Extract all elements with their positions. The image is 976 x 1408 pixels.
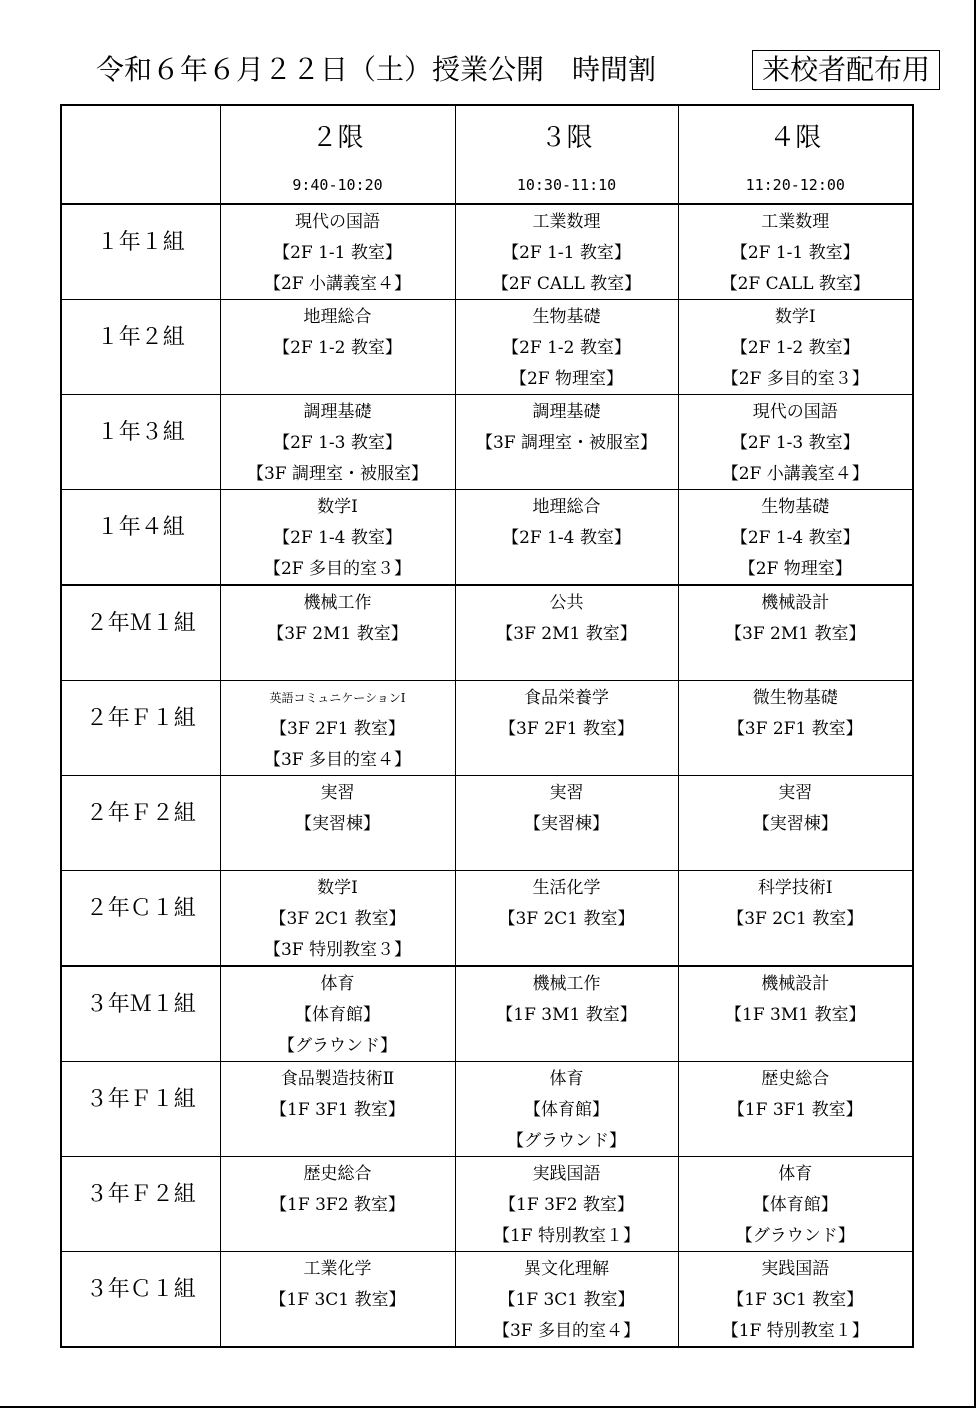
schedule-cell [678,300,913,395]
schedule-cell [455,1252,678,1348]
room-location: 【実習棟】 [524,814,609,834]
subject-name: 食品製造技術Ⅱ [280,1069,395,1089]
class-name-cell [61,1157,220,1252]
room-location: 【2F 1-4 教室】 [273,528,402,548]
distribution-label: 来校者配布用 [752,50,940,90]
class-name-cell [61,395,220,490]
schedule-cell [220,585,455,681]
room-location: 【体育館】 [524,1100,609,1120]
class-name: ３年Ｆ１組 [85,1087,196,1112]
room-location: 【3F 2F1 教室】 [270,719,405,739]
room-location: 【1F 3C1 教室】 [269,1290,406,1310]
room-location: 【体育館】 [295,1005,380,1025]
class-name: ２年Ｍ１組 [85,611,196,636]
class-name: １年２組 [96,325,185,350]
subject-name: 機械工作 [303,593,372,613]
room-location: 【2F 物理室】 [738,559,852,579]
room-location: 【1F 3F1 教室】 [727,1100,863,1120]
room-location: 【1F 3M1 教室】 [496,1005,637,1025]
subject-name: 実習 [778,783,813,803]
class-row [61,966,913,1062]
class-name: ３年Ｃ１組 [85,1277,196,1302]
class-name-cell [61,204,220,300]
class-row [61,1157,913,1252]
schedule-cell [455,204,678,300]
room-location: 【1F 3F2 教室】 [499,1195,634,1215]
schedule-cell [220,490,455,586]
subject-name: 工業数理 [761,212,830,232]
room-location: 【2F 1-2 教室】 [730,338,860,358]
class-name-cell [61,490,220,586]
header-row [61,105,913,204]
schedule-cell [678,204,913,300]
schedule-cell [455,585,678,681]
schedule-cell [678,776,913,871]
class-row [61,1252,913,1348]
room-location: 【3F 多目的室４】 [263,750,411,770]
schedule-cell [678,966,913,1062]
class-row [61,1062,913,1157]
room-location: 【2F 1-3 教室】 [730,433,860,453]
room-location: 【3F 調理室・被服室】 [475,433,657,453]
schedule-cell [455,395,678,490]
schedule-cell [678,585,913,681]
room-location: 【2F 小講義室４】 [263,274,411,294]
class-row [61,395,913,490]
room-location: 【1F 3M1 教室】 [725,1005,866,1025]
subject-name: 数学Ⅰ [774,307,816,327]
room-location: 【3F 2C1 教室】 [269,909,406,929]
class-row [61,204,913,300]
class-name-cell [61,1062,220,1157]
class-name-cell [61,776,220,871]
subject-name: 体育 [549,1069,584,1089]
room-location: 【グラウンド】 [278,1036,397,1056]
subject-name: 体育 [320,974,355,994]
room-location: 【3F 2M1 教室】 [496,624,637,644]
schedule-cell [220,1157,455,1252]
room-location: 【1F 3F1 教室】 [270,1100,405,1120]
schedule-cell [678,871,913,967]
subject-name: 科学技術Ⅰ [757,878,833,898]
subject-name: 生活化学 [532,878,601,898]
room-location: 【3F 2C1 教室】 [727,909,864,929]
room-location: 【グラウンド】 [507,1131,626,1151]
room-location: 【2F 1-4 教室】 [730,528,860,548]
subject-name: 機械設計 [761,593,830,613]
room-location: 【グラウンド】 [735,1226,855,1246]
schedule-cell [455,776,678,871]
room-location: 【体育館】 [752,1195,838,1215]
class-row [61,300,913,395]
room-location: 【1F 3C1 教室】 [498,1290,635,1310]
subject-name: 工業化学 [303,1259,372,1279]
schedule-cell [455,490,678,586]
room-location: 【2F 1-3 教室】 [273,433,402,453]
room-location: 【2F CALL 教室】 [720,274,870,294]
schedule-cell [678,681,913,776]
room-location: 【2F 多目的室３】 [263,559,411,579]
corner-cell [61,105,220,204]
room-location: 【3F 2F1 教室】 [499,719,634,739]
class-name-cell [61,1252,220,1348]
period-name: ３限 [540,123,593,153]
class-name: １年３組 [96,420,185,445]
period-time: 9:40-10:20 [292,176,383,194]
schedule-cell [220,871,455,967]
room-location: 【3F 2M1 教室】 [267,624,408,644]
period-name: ４限 [769,123,822,153]
class-row [61,681,913,776]
class-name: ２年Ｃ１組 [85,896,196,921]
room-location: 【3F 2M1 教室】 [725,624,866,644]
room-location: 【3F 2C1 教室】 [498,909,635,929]
subject-name: 実習 [320,783,355,803]
room-location: 【2F CALL 教室】 [491,274,642,294]
class-row [61,490,913,586]
class-row [61,776,913,871]
class-name: １年４組 [96,515,185,540]
room-location: 【3F 調理室・被服室】 [246,464,428,484]
class-name-cell [61,585,220,681]
class-row [61,585,913,681]
schedule-cell [455,300,678,395]
class-name: ３年Ｍ１組 [85,992,196,1017]
subject-name: 現代の国語 [752,402,838,422]
room-location: 【2F 1-4 教室】 [502,528,631,548]
page-title: 令和６年６月２２日（土）授業公開 時間割 [96,53,657,86]
subject-name: 調理基礎 [532,402,601,422]
class-name-cell [61,871,220,967]
room-location: 【1F 3F2 教室】 [270,1195,405,1215]
subject-name: 異文化理解 [524,1259,609,1279]
timetable [60,104,914,1348]
schedule-cell [220,966,455,1062]
subject-name: 調理基礎 [303,402,372,422]
schedule-cell [678,1062,913,1157]
room-location: 【1F 特別教室１】 [721,1321,869,1341]
room-location: 【2F 1-1 教室】 [730,243,860,263]
subject-name: 食品栄養学 [524,688,609,708]
subject-name: 生物基礎 [761,497,830,517]
schedule-cell [678,490,913,586]
subject-name: 工業数理 [532,212,601,232]
room-location: 【3F 特別教室３】 [263,940,411,960]
period-header [455,105,678,204]
room-location: 【2F 物理室】 [509,369,623,389]
schedule-cell [678,1157,913,1252]
room-location: 【2F 多目的室３】 [721,369,869,389]
schedule-cell [220,1252,455,1348]
class-name: ３年Ｆ２組 [85,1182,196,1207]
schedule-cell [455,966,678,1062]
schedule-cell [678,1252,913,1348]
subject-name: 機械工作 [532,974,601,994]
subject-name: 数学Ⅰ [317,497,358,517]
class-name: １年１組 [96,230,185,255]
class-name-cell [61,966,220,1062]
schedule-cell [220,300,455,395]
room-location: 【実習棟】 [295,814,380,834]
subject-name: 体育 [778,1164,813,1184]
schedule-cell [455,1157,678,1252]
subject-name: 数学Ⅰ [317,878,358,898]
schedule-cell [220,776,455,871]
schedule-cell [455,871,678,967]
subject-name: 歴史総合 [761,1069,830,1089]
room-location: 【3F 多目的室４】 [492,1321,640,1341]
period-name: ２限 [311,123,364,153]
room-location: 【2F 1-1 教室】 [273,243,402,263]
room-location: 【3F 2F1 教室】 [727,719,863,739]
subject-name: 実践国語 [532,1164,601,1184]
subject-name: 公共 [549,593,584,613]
schedule-cell [455,681,678,776]
subject-name: 実習 [549,783,584,803]
subject-name: 現代の国語 [295,212,380,232]
subject-name: 地理総合 [532,497,601,517]
period-header [220,105,455,204]
schedule-cell [455,1062,678,1157]
class-name: ２年Ｆ２組 [85,801,196,826]
schedule-cell [220,204,455,300]
class-name-cell [61,300,220,395]
room-location: 【2F 小講義室４】 [721,464,869,484]
subject-name: 実践国語 [761,1259,830,1279]
room-location: 【実習棟】 [752,814,838,834]
room-location: 【2F 1-2 教室】 [273,338,402,358]
room-location: 【2F 1-2 教室】 [502,338,631,358]
class-name: ２年Ｆ１組 [85,706,196,731]
schedule-cell [220,1062,455,1157]
schedule-cell [678,395,913,490]
schedule-cell [220,681,455,776]
subject-name: 微生物基礎 [752,688,838,708]
subject-name: 英語コミュニケーションⅠ [269,691,406,705]
period-time: 10:30-11:10 [516,176,617,194]
room-location: 【1F 3C1 教室】 [727,1290,864,1310]
subject-name: 機械設計 [761,974,830,994]
schedule-cell [220,395,455,490]
class-row [61,871,913,967]
class-name-cell [61,681,220,776]
subject-name: 歴史総合 [303,1164,372,1184]
period-time: 11:20-12:00 [745,176,845,194]
subject-name: 生物基礎 [532,307,601,327]
room-location: 【2F 1-1 教室】 [502,243,631,263]
subject-name: 地理総合 [303,307,372,327]
room-location: 【1F 特別教室１】 [492,1226,640,1246]
period-header [678,105,913,204]
